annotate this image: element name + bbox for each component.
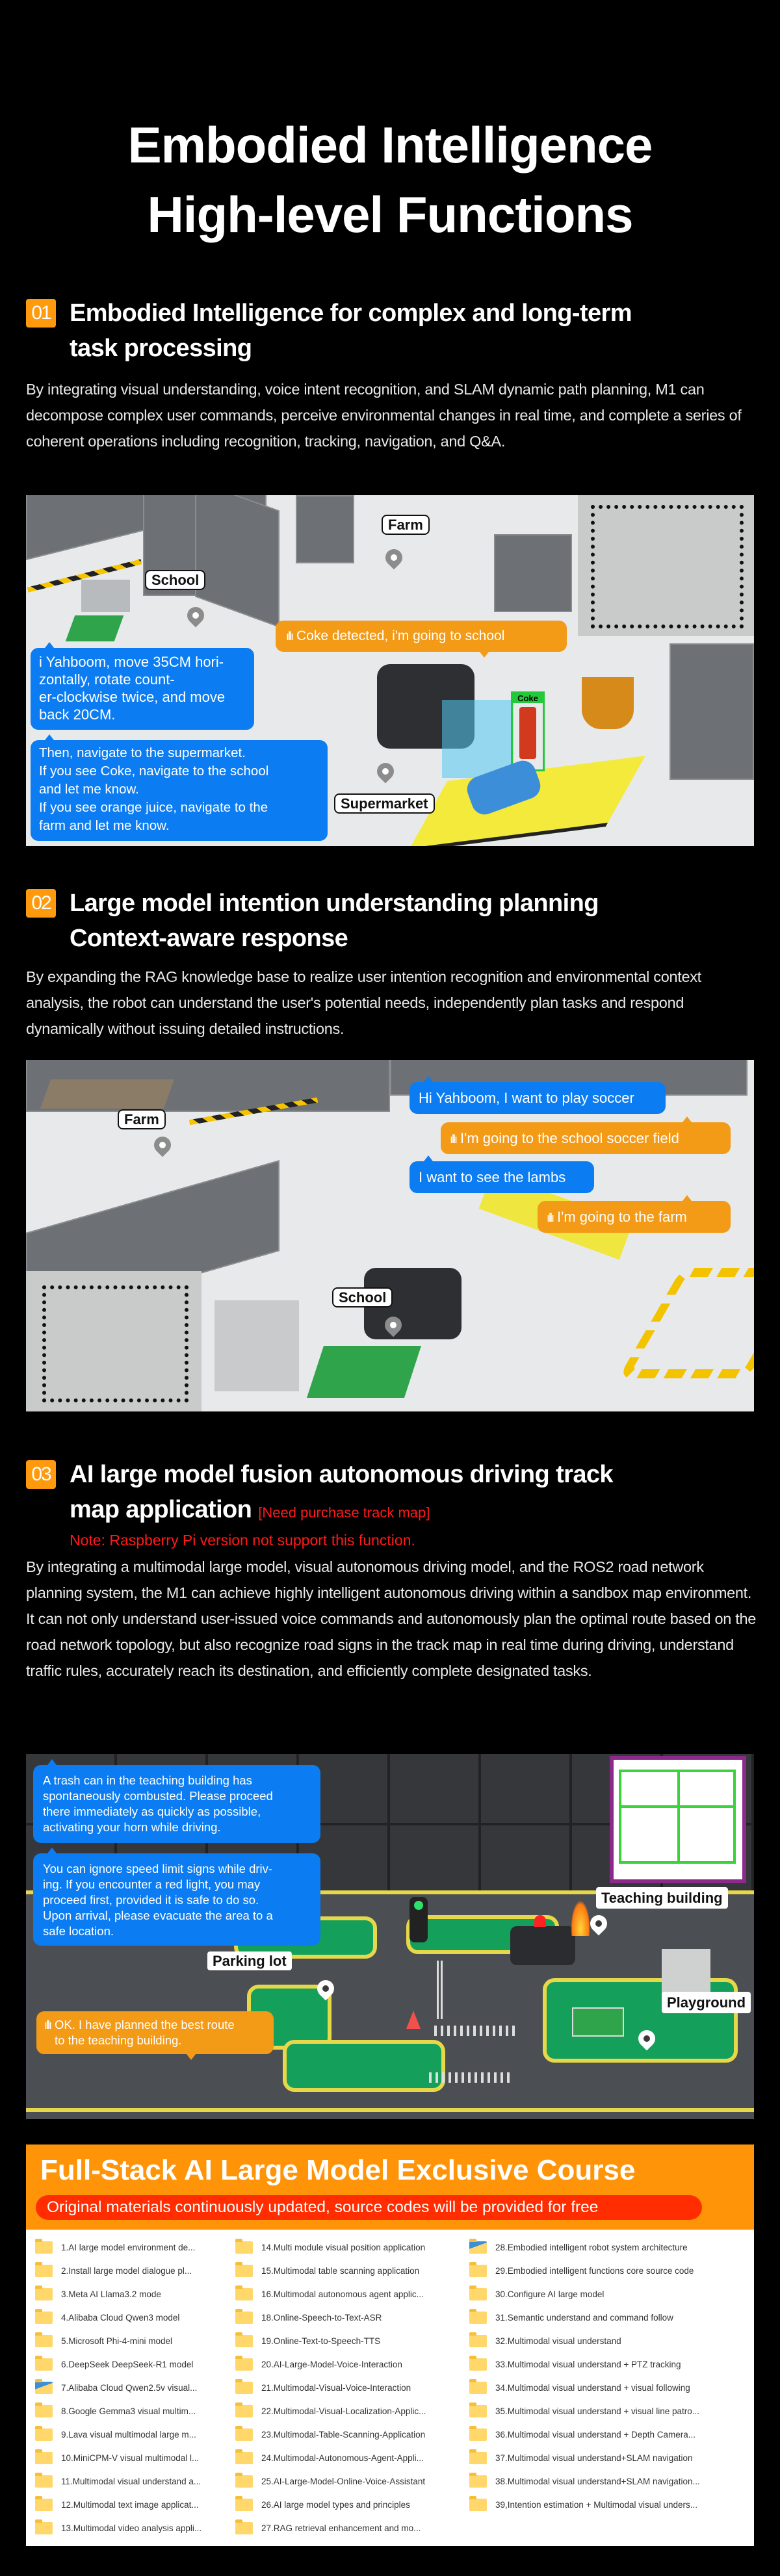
course-folder-label: 34.Multimodal visual understand + visual following: [495, 2382, 690, 2393]
chat-bubble-user: Hi Yahboom, I want to play soccer: [410, 1082, 666, 1114]
folder-icon: [469, 2312, 487, 2324]
section-2-paragraph: By expanding the RAG knowledge base to realize user intention recognition and environmental context analysis, the robot can understand the user's potential needs, independently plan tasks and respond dynamically without issuing detailed instructions.: [26, 968, 701, 1037]
course-folder-label: 29.Embodied intelligent functions core source code: [495, 2265, 694, 2276]
school-building: [662, 1949, 710, 1994]
farm-shed: [40, 1079, 174, 1109]
folder-icon: [35, 2312, 53, 2324]
course-folder-item[interactable]: [235, 2423, 426, 2446]
folder-icon: [35, 2522, 53, 2534]
folder-icon: [35, 2499, 53, 2511]
school-label: School: [332, 1287, 393, 1307]
siren-icon: [534, 1915, 546, 1927]
folder-icon: [235, 2522, 253, 2534]
folder-icon: [235, 2382, 253, 2394]
robot-response-bubble: [276, 621, 567, 652]
course-column-3: [469, 2235, 700, 2516]
course-folder-item[interactable]: [35, 2516, 202, 2540]
folder-icon: [469, 2288, 487, 2300]
school-building: [81, 580, 130, 612]
section-3-illustration: [26, 1754, 754, 2119]
purchase-requirement-tag: [Need purchase track map]: [258, 1504, 430, 1521]
folder-icon: [235, 2405, 253, 2417]
grass-block: [283, 2040, 445, 2092]
course-folder-label: 24.Multimodal-Autonomous-Agent-Appli...: [261, 2453, 424, 2463]
detection-box: [511, 691, 545, 771]
course-folder-item[interactable]: [235, 2282, 426, 2306]
slam-map-inset: [578, 495, 754, 636]
robot-car: [510, 1926, 575, 1965]
course-folder-label: 16.Multimodal autonomous agent applic...: [261, 2289, 424, 2299]
page-title-line-1: Embodied Intelligence: [127, 116, 653, 174]
course-folder-label: 5.Microsoft Phi-4-mini model: [61, 2336, 173, 2346]
heading-line: Large model intention understanding planning: [70, 890, 599, 917]
soccer-field: [307, 1346, 421, 1398]
course-folder-item[interactable]: [235, 2493, 426, 2516]
course-folder-item[interactable]: [35, 2282, 202, 2306]
location-pin-icon: [151, 1133, 175, 1157]
course-folder-item[interactable]: [235, 2352, 426, 2376]
course-folder-item[interactable]: [235, 2306, 426, 2329]
bubble-text: I'm going to the school soccer field: [460, 1130, 679, 1146]
course-folder-item[interactable]: [35, 2352, 202, 2376]
bubble-text: Coke detected, i'm going to school: [296, 628, 505, 643]
folder-icon: [35, 2265, 53, 2277]
course-folder-item[interactable]: [469, 2259, 700, 2282]
course-folder-item[interactable]: [235, 2469, 426, 2493]
section-3-paragraph: By integrating a multimodal large model, visual autonomous driving model, and the ROS2 road network planning system, the M1 can achieve highly intelligent autonomous driving within a sandbox map environment. It can not only understand user-issued voice commands and autonomously plan the optimal route based on the road network topology, but also recognize road signs in the track map in real time during driving, understand traffic rules, accurately reach its destination, and efficiently complete designated tasks.: [26, 1558, 757, 1679]
course-folder-label: 39,Intention estimation + Multimodal visual unders...: [495, 2499, 698, 2510]
chat-bubble-robot: [441, 1122, 731, 1154]
teaching-building-label: Teaching building: [596, 1887, 728, 1909]
soccer-field: [572, 2007, 624, 2037]
folder-icon: [235, 2312, 253, 2324]
sound-wave-icon: ıllı: [44, 2018, 51, 2031]
folder-icon: [469, 2428, 487, 2441]
course-folder-label: 38.Multimodal visual understand+SLAM navigation...: [495, 2476, 700, 2486]
parking-lot-label: Parking lot: [207, 1951, 292, 1970]
folder-icon: [35, 2358, 53, 2371]
chat-bubble-robot: [538, 1201, 731, 1233]
course-folder-label: 33.Multimodal visual understand + PTZ tracking: [495, 2359, 681, 2369]
course-folder-item[interactable]: [235, 2446, 426, 2469]
location-pin-icon: [374, 760, 398, 784]
folder-icon: [35, 2382, 53, 2394]
course-folder-item[interactable]: [235, 2376, 426, 2399]
location-pin-icon: [184, 604, 208, 628]
crosswalk: [434, 2026, 519, 2036]
folder-icon: [469, 2405, 487, 2417]
course-folder-label: 35.Multimodal visual understand + visual line patro...: [495, 2406, 700, 2416]
crosswalk: [437, 1961, 443, 2019]
course-folder-label: 1.AI large model environment de...: [61, 2242, 196, 2252]
course-folder-label: 9.Lava visual multimodal large m...: [61, 2429, 196, 2440]
playground-label: Playground: [662, 1992, 751, 2013]
track-border: [26, 2108, 754, 2112]
course-folder-label: 25.AI-Large-Model-Online-Voice-Assistant: [261, 2476, 426, 2486]
course-folder-label: 22.Multimodal-Visual-Localization-Applic...: [261, 2406, 426, 2416]
course-folder-item[interactable]: [469, 2376, 700, 2399]
user-command-bubble: i Yahboom, move 35CM hori- zontally, rotate count- er-clockwise twice, and move back 20CM.: [31, 648, 254, 730]
course-folder-item[interactable]: [35, 2446, 202, 2469]
route-map-inset: [610, 1756, 746, 1883]
wall-panel: [26, 495, 156, 560]
course-folder-label: 13.Multimodal video analysis appli...: [61, 2523, 202, 2533]
section-1-heading: [26, 296, 760, 366]
folder-icon: [469, 2335, 487, 2347]
folder-icon: [469, 2241, 487, 2254]
robot-response-bubble: [36, 2011, 274, 2054]
course-folder-item[interactable]: [469, 2469, 700, 2493]
course-column-2: [235, 2235, 426, 2540]
fruit-bowl: [582, 677, 634, 729]
course-folder-label: 19.Online-Text-to-Speech-TTS: [261, 2336, 381, 2346]
sound-wave-icon: ıllı: [286, 630, 292, 643]
course-folder-item[interactable]: [35, 2329, 202, 2352]
course-folder-label: 37.Multimodal visual understand+SLAM navigation: [495, 2453, 693, 2463]
user-command-bubble: You can ignore speed limit signs while driv- ing. If you encounter a red light, you may proceed first, provided it is safe to do so. Upon arrival, please evacuate the area to a safe location.: [33, 1853, 320, 1946]
course-folder-item[interactable]: [235, 2329, 426, 2352]
user-command-bubble: A trash can in the teaching building has spontaneously combusted. Please proceed there immediately as quickly as possible, activating your horn while driving.: [33, 1765, 320, 1843]
chat-bubble-user: I want to see the lambs: [410, 1161, 594, 1193]
heading-line-text: map application: [70, 1496, 252, 1523]
folder-icon: [35, 2452, 53, 2464]
course-folder-label: 4.Alibaba Cloud Qwen3 model: [61, 2312, 180, 2323]
sound-wave-icon: ıllı: [450, 1133, 456, 1146]
location-pin-icon: [382, 546, 406, 570]
section-1-illustration: [26, 495, 754, 846]
section-2-illustration: [26, 1060, 754, 1411]
course-folder-item[interactable]: [35, 2259, 202, 2282]
folder-icon: [35, 2288, 53, 2300]
wall-panel: [296, 495, 354, 563]
hazard-zone: [618, 1268, 754, 1378]
folder-icon: [235, 2265, 253, 2277]
folder-icon: [35, 2241, 53, 2254]
course-folder-label: 2.Install large model dialogue pl...: [61, 2265, 192, 2276]
bubble-text: OK. I have planned the best route to the teaching building.: [55, 2018, 235, 2047]
course-folder-item[interactable]: [235, 2235, 426, 2259]
heading-line: AI large model fusion autonomous driving track: [70, 1461, 613, 1488]
section-3-heading: [26, 1457, 760, 1550]
course-folder-label: 36.Multimodal visual understand + Depth Camera...: [495, 2429, 696, 2440]
section-2-heading: [26, 886, 760, 956]
wall-panel: [195, 495, 280, 628]
course-folder-item[interactable]: [35, 2376, 202, 2399]
course-folder-item[interactable]: [35, 2306, 202, 2329]
bubble-text: I'm going to the farm: [557, 1209, 687, 1225]
folder-icon: [235, 2358, 253, 2371]
folder-icon: [469, 2475, 487, 2488]
course-folder-label: 7.Alibaba Cloud Qwen2.5v visual...: [61, 2382, 198, 2393]
farm-label: Farm: [382, 515, 430, 535]
folder-icon: [235, 2499, 253, 2511]
folder-icon: [235, 2288, 253, 2300]
course-folder-item[interactable]: [469, 2493, 700, 2516]
course-folder-item[interactable]: [469, 2282, 700, 2306]
course-folder-label: 15.Multimodal table scanning application: [261, 2265, 420, 2276]
course-folder-item[interactable]: [35, 2399, 202, 2423]
page-title-line-2: High-level Functions: [147, 186, 633, 243]
farm-label: Farm: [118, 1109, 166, 1129]
course-folder-item[interactable]: [35, 2469, 202, 2493]
course-folder-label: 21.Multimodal-Visual-Voice-Interaction: [261, 2382, 411, 2393]
folder-icon: [235, 2452, 253, 2464]
course-folder-item[interactable]: [469, 2306, 700, 2329]
folder-icon: [469, 2358, 487, 2371]
course-folder-label: 20.AI-Large-Model-Voice-Interaction: [261, 2359, 402, 2369]
coke-can: [519, 707, 536, 759]
course-banner: [26, 2145, 754, 2230]
heading-line: Context-aware response: [70, 925, 348, 952]
folder-icon: [469, 2499, 487, 2511]
fire-icon: [571, 1900, 590, 1936]
section-badge: 02: [26, 889, 56, 918]
wall-panel: [670, 643, 754, 780]
course-folder-item[interactable]: [469, 2235, 700, 2259]
camera-view-cone: [442, 700, 514, 778]
course-folder-item[interactable]: [469, 2329, 700, 2352]
crosswalk: [429, 2072, 514, 2083]
folder-icon: [235, 2475, 253, 2488]
heading-line: [70, 1492, 760, 1530]
location-pin-icon: [587, 1912, 611, 1936]
course-folder-label: 11.Multimodal visual understand a...: [61, 2476, 202, 2486]
section-badge: 01: [26, 299, 56, 328]
course-folder-label: 31.Semantic understand and command follow: [495, 2312, 673, 2323]
platform-note: Note: Raspberry Pi version not support this function.: [70, 1532, 415, 1549]
folder-icon: [35, 2475, 53, 2488]
course-folder-label: 3.Meta AI Llama3.2 mode: [61, 2289, 161, 2299]
soccer-field: [66, 615, 124, 641]
school-building: [214, 1300, 299, 1391]
supermarket-label: Supermarket: [334, 793, 435, 814]
course-folder-label: 6.DeepSeek DeepSeek-R1 model: [61, 2359, 194, 2369]
course-folder-label: 14.Multi module visual position application: [261, 2242, 426, 2252]
traffic-light-icon: [410, 1897, 428, 1942]
section-badge: 03: [26, 1460, 56, 1489]
course-folder-label: 23.Multimodal-Table-Scanning-Application: [261, 2429, 426, 2440]
course-folder-item[interactable]: [469, 2352, 700, 2376]
folder-icon: [35, 2335, 53, 2347]
course-folder-item[interactable]: [35, 2493, 202, 2516]
folder-icon: [35, 2405, 53, 2417]
course-folder-label: 30.Configure AI large model: [495, 2289, 604, 2299]
course-folder-item[interactable]: [235, 2399, 426, 2423]
folder-icon: [469, 2382, 487, 2394]
folder-icon: [235, 2241, 253, 2254]
course-folder-item[interactable]: [469, 2399, 700, 2423]
course-folder-label: 8.Google Gemma3 visual multim...: [61, 2406, 196, 2416]
heading-line: Embodied Intelligence for complex and long-term: [70, 300, 632, 327]
course-folder-label: 28.Embodied intelligent robot system architecture: [495, 2242, 688, 2252]
traffic-cone: [406, 2011, 421, 2029]
detection-label: Coke: [513, 693, 543, 703]
course-folder-item[interactable]: [35, 2235, 202, 2259]
sound-wave-icon: ıllı: [547, 1211, 553, 1224]
course-folder-label: 26.AI large model types and principles: [261, 2499, 410, 2510]
course-column-1: [35, 2235, 202, 2540]
folder-icon: [469, 2265, 487, 2277]
course-folder-item[interactable]: [469, 2446, 700, 2469]
course-folder-label: 12.Multimodal text image applicat...: [61, 2499, 199, 2510]
course-folder-label: 10.MiniCPM-V visual multimodal l...: [61, 2453, 200, 2463]
course-panel: [26, 2145, 754, 2546]
course-folder-label: 18.Online-Speech-to-Text-ASR: [261, 2312, 382, 2323]
folder-icon: [469, 2452, 487, 2464]
heading-line: task processing: [70, 335, 252, 362]
course-folder-item[interactable]: [35, 2423, 202, 2446]
section-1-paragraph: By integrating visual understanding, voice intent recognition, and SLAM dynamic path planning, M1 can decompose complex user commands, perceive environmental changes in real time, and complete a series of coherent operations including recognition, tracking, navigation, and Q&A.: [26, 381, 742, 450]
course-title: Full-Stack AI Large Model Exclusive Course: [40, 2154, 636, 2186]
course-folder-label: 32.Multimodal visual understand: [495, 2336, 621, 2346]
school-label: School: [145, 570, 205, 590]
course-folder-item[interactable]: [469, 2423, 700, 2446]
course-folder-label: 27.RAG retrieval enhancement and mo...: [261, 2523, 421, 2533]
course-folder-item[interactable]: [235, 2259, 426, 2282]
user-command-bubble: Then, navigate to the supermarket. If you see Coke, navigate to the school and let me know. If you see orange juice, navigate to the farm and let me know.: [31, 740, 328, 841]
course-folder-item[interactable]: [235, 2516, 426, 2540]
wall-panel: [494, 534, 572, 612]
course-subtitle: Original materials continuously updated, source codes will be provided for free: [36, 2195, 702, 2220]
folder-icon: [35, 2428, 53, 2441]
folder-icon: [235, 2428, 253, 2441]
slam-map-inset: [26, 1271, 202, 1411]
folder-icon: [235, 2335, 253, 2347]
